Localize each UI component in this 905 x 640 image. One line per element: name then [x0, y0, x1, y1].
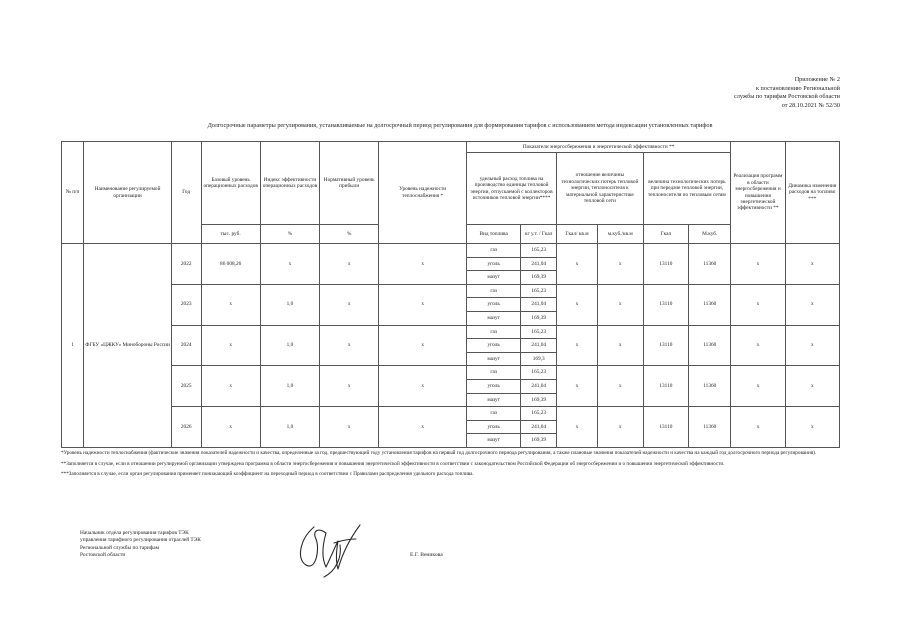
cell-programs: x	[731, 284, 785, 325]
cell-fuel-type: газ	[466, 325, 520, 339]
unit-fuel-type: Вид топлива	[466, 225, 520, 244]
appendix-line: к постановлению Региональной	[755, 84, 840, 92]
parameters-table	[61, 141, 840, 448]
cell-reliability: x	[379, 325, 467, 366]
cell-specific-consumption: 241,04	[521, 298, 557, 312]
cell-fuel-type: газ	[466, 366, 520, 380]
cell-specific-consumption: 241,04	[521, 420, 557, 434]
unit-losses-ratio2: м.куб./кв.м	[597, 225, 643, 244]
cell-losses-ratio: x	[557, 325, 598, 366]
signatory-line: управления тарифного регулирования отраслей ТЭК	[80, 537, 201, 544]
cell-fuel-type: уголь	[466, 420, 520, 434]
cell-index: 1,0	[260, 366, 319, 407]
header-index: Индекс эффективности операционных расходов	[260, 142, 319, 225]
cell-specific-consumption: 169,39	[521, 434, 557, 448]
table-row	[62, 284, 840, 298]
cell-fuel-type: газ	[466, 407, 520, 421]
cell-specific-consumption: 241,04	[521, 257, 557, 271]
footnote: **Заполняется в случае, если в отношении регулируемой организации утверждена программа в области энергосбережения и повышения энергетической эффективности в соответствии с законодательством Российской Федерации об энергосбережении и о повышении энергетической эффективности.	[61, 460, 725, 467]
document-title: Долгосрочные параметры регулирования, устанавливаемые на долгосрочный период регулирования для формирования тарифов с использованием метода индексации установленных тарифов	[207, 122, 713, 129]
table-row	[62, 244, 840, 258]
unit-losses-ratio: Гкал/ кв.м	[557, 225, 598, 244]
footnote: ***Заполняется в случае, если орган регулирования применяет понижающий коэффициент на переходный период в соответствии с Правилами распределения удельного расхода топлива.	[61, 471, 474, 478]
unit-norm: %	[320, 225, 379, 244]
header-year: Год	[171, 142, 201, 244]
table-row	[62, 407, 840, 421]
cell-specific-consumption: 169,3	[521, 352, 557, 366]
cell-losses-ratio2: x	[597, 325, 643, 366]
signatory-position	[80, 530, 300, 560]
appendix-line: от 28.10.2021 № 52/30	[781, 101, 840, 109]
cell-fuel-type: мазут	[466, 393, 520, 407]
table-row	[62, 325, 840, 339]
cell-index: 1,0	[260, 407, 319, 448]
cell-fuel-type: уголь	[466, 257, 520, 271]
cell-reliability: x	[379, 366, 467, 407]
cell-index: x	[260, 244, 319, 285]
cell-dynamics: x	[785, 284, 839, 325]
cell-losses-m3: 11360	[689, 366, 731, 407]
cell-specific-consumption: 241,04	[521, 339, 557, 353]
signatory-line: Начальник отдела регулирования тарифов ТЭК	[80, 530, 189, 536]
cell-losses-gcal: 13110	[643, 325, 689, 366]
signatory-line: Ростовской области	[80, 552, 126, 559]
unit-specific: кг у.т. / Гкал	[521, 225, 557, 244]
cell-fuel-type: газ	[466, 244, 520, 258]
cell-base: x	[201, 407, 260, 448]
header-losses-ratio: отношение величины технологических потерь тепловой энергии, теплоносителя к материальной характеристике тепловой сети	[557, 153, 643, 225]
cell-losses-gcal: 13110	[643, 407, 689, 448]
header-norm: Нормативный уровень прибыли	[320, 142, 379, 225]
cell-base: x	[201, 325, 260, 366]
signatory-line: Региональной службы по тарифам	[80, 544, 160, 551]
cell-fuel-type: уголь	[466, 298, 520, 312]
cell-fuel-type: уголь	[466, 339, 520, 353]
cell-year: 2023	[171, 284, 201, 325]
cell-num: 1	[62, 244, 84, 448]
cell-specific-consumption: 165,23	[521, 325, 557, 339]
cell-losses-gcal: 13110	[643, 284, 689, 325]
table-row	[62, 366, 840, 380]
cell-index: 1,0	[260, 284, 319, 325]
appendix-line: Приложение № 2	[794, 76, 840, 83]
cell-losses-ratio: x	[557, 366, 598, 407]
cell-programs: x	[731, 366, 785, 407]
cell-dynamics: x	[785, 325, 839, 366]
cell-year: 2022	[171, 244, 201, 285]
cell-fuel-type: уголь	[466, 379, 520, 393]
cell-losses-ratio: x	[557, 244, 598, 285]
cell-losses-ratio2: x	[597, 407, 643, 448]
cell-specific-consumption: 169,39	[521, 393, 557, 407]
cell-losses-m3: 11360	[689, 325, 731, 366]
appendix-line: службы по тарифам Ростовской области	[734, 93, 840, 101]
header-dynamics: Динамика изменения расходов на топливо ***	[785, 142, 839, 244]
cell-base: 86 008,26	[201, 244, 260, 285]
cell-specific-consumption: 169,39	[521, 311, 557, 325]
cell-year: 2026	[171, 407, 201, 448]
appendix-block	[560, 76, 840, 110]
cell-base: x	[201, 366, 260, 407]
cell-programs: x	[731, 407, 785, 448]
cell-year: 2025	[171, 366, 201, 407]
cell-specific-consumption: 169,39	[521, 271, 557, 285]
unit-index: %	[260, 225, 319, 244]
cell-losses-gcal: 13110	[643, 366, 689, 407]
cell-specific-consumption: 165,23	[521, 366, 557, 380]
header-base: Базовый уровень операционных расходов	[201, 142, 260, 225]
header-specific: удельный расход топлива на производство единицы тепловой энергии, отпускаемой с коллекторов источников тепловой энергии****	[466, 153, 556, 225]
cell-norm: x	[320, 325, 379, 366]
cell-losses-ratio2: x	[597, 284, 643, 325]
header-energy-group: Показатели энергосбережения и энергетической эффективности **	[466, 142, 730, 153]
cell-losses-m3: 11360	[689, 284, 731, 325]
cell-dynamics: x	[785, 366, 839, 407]
cell-losses-m3: 11360	[689, 407, 731, 448]
cell-losses-gcal: 13110	[643, 244, 689, 285]
header-org: Наименование регулируемой организации	[84, 142, 172, 244]
header-num: № п/п	[62, 142, 84, 244]
cell-fuel-type: газ	[466, 284, 520, 298]
cell-specific-consumption: 165,23	[521, 407, 557, 421]
cell-norm: x	[320, 366, 379, 407]
cell-programs: x	[731, 244, 785, 285]
cell-fuel-type: мазут	[466, 271, 520, 285]
footnote: *Уровень надежности теплоснабжения (фактические значения показателей надежности и качества, определенные за год, предшествующий году установления тарифов на первый год долгосрочного периода регулирования, а также плановые значения показателей надежности и качества на каждый год долгосрочного периода регулирования).	[61, 450, 817, 456]
cell-base: x	[201, 284, 260, 325]
cell-norm: x	[320, 407, 379, 448]
cell-losses-ratio: x	[557, 407, 598, 448]
cell-reliability: x	[379, 284, 467, 325]
handwritten-signature	[290, 515, 370, 581]
header-programs: Реализация программ в области энергосбережения и повышения энергетической эффективности **	[731, 142, 785, 244]
cell-dynamics: x	[785, 244, 839, 285]
cell-losses-ratio2: x	[597, 244, 643, 285]
header-reliability: Уровень надежности теплоснабжения *	[379, 142, 467, 244]
cell-org: ФГБУ «ЦЖКУ» Минобороны России	[84, 244, 172, 448]
cell-year: 2024	[171, 325, 201, 366]
header-losses-value: величина технологических потерь при передаче тепловой энергии, теплоносителя по тепловым сетям	[643, 153, 731, 225]
cell-specific-consumption: 165,23	[521, 244, 557, 258]
cell-specific-consumption: 165,23	[521, 284, 557, 298]
cell-losses-ratio2: x	[597, 366, 643, 407]
cell-losses-ratio: x	[557, 284, 598, 325]
cell-losses-m3: 11360	[689, 244, 731, 285]
signatory-name: Е.Г. Веникова	[410, 552, 443, 558]
cell-norm: x	[320, 284, 379, 325]
cell-fuel-type: мазут	[466, 311, 520, 325]
cell-programs: x	[731, 325, 785, 366]
cell-reliability: x	[379, 407, 467, 448]
cell-fuel-type: мазут	[466, 434, 520, 448]
unit-losses-m3: М.куб.	[689, 225, 731, 244]
cell-index: 1,0	[260, 325, 319, 366]
unit-base: тыс. руб.	[201, 225, 260, 244]
footnotes	[61, 450, 840, 482]
unit-losses-gcal: Гкал	[643, 225, 689, 244]
cell-fuel-type: мазут	[466, 352, 520, 366]
cell-dynamics: x	[785, 407, 839, 448]
cell-norm: x	[320, 244, 379, 285]
cell-reliability: x	[379, 244, 467, 285]
cell-specific-consumption: 241,04	[521, 379, 557, 393]
